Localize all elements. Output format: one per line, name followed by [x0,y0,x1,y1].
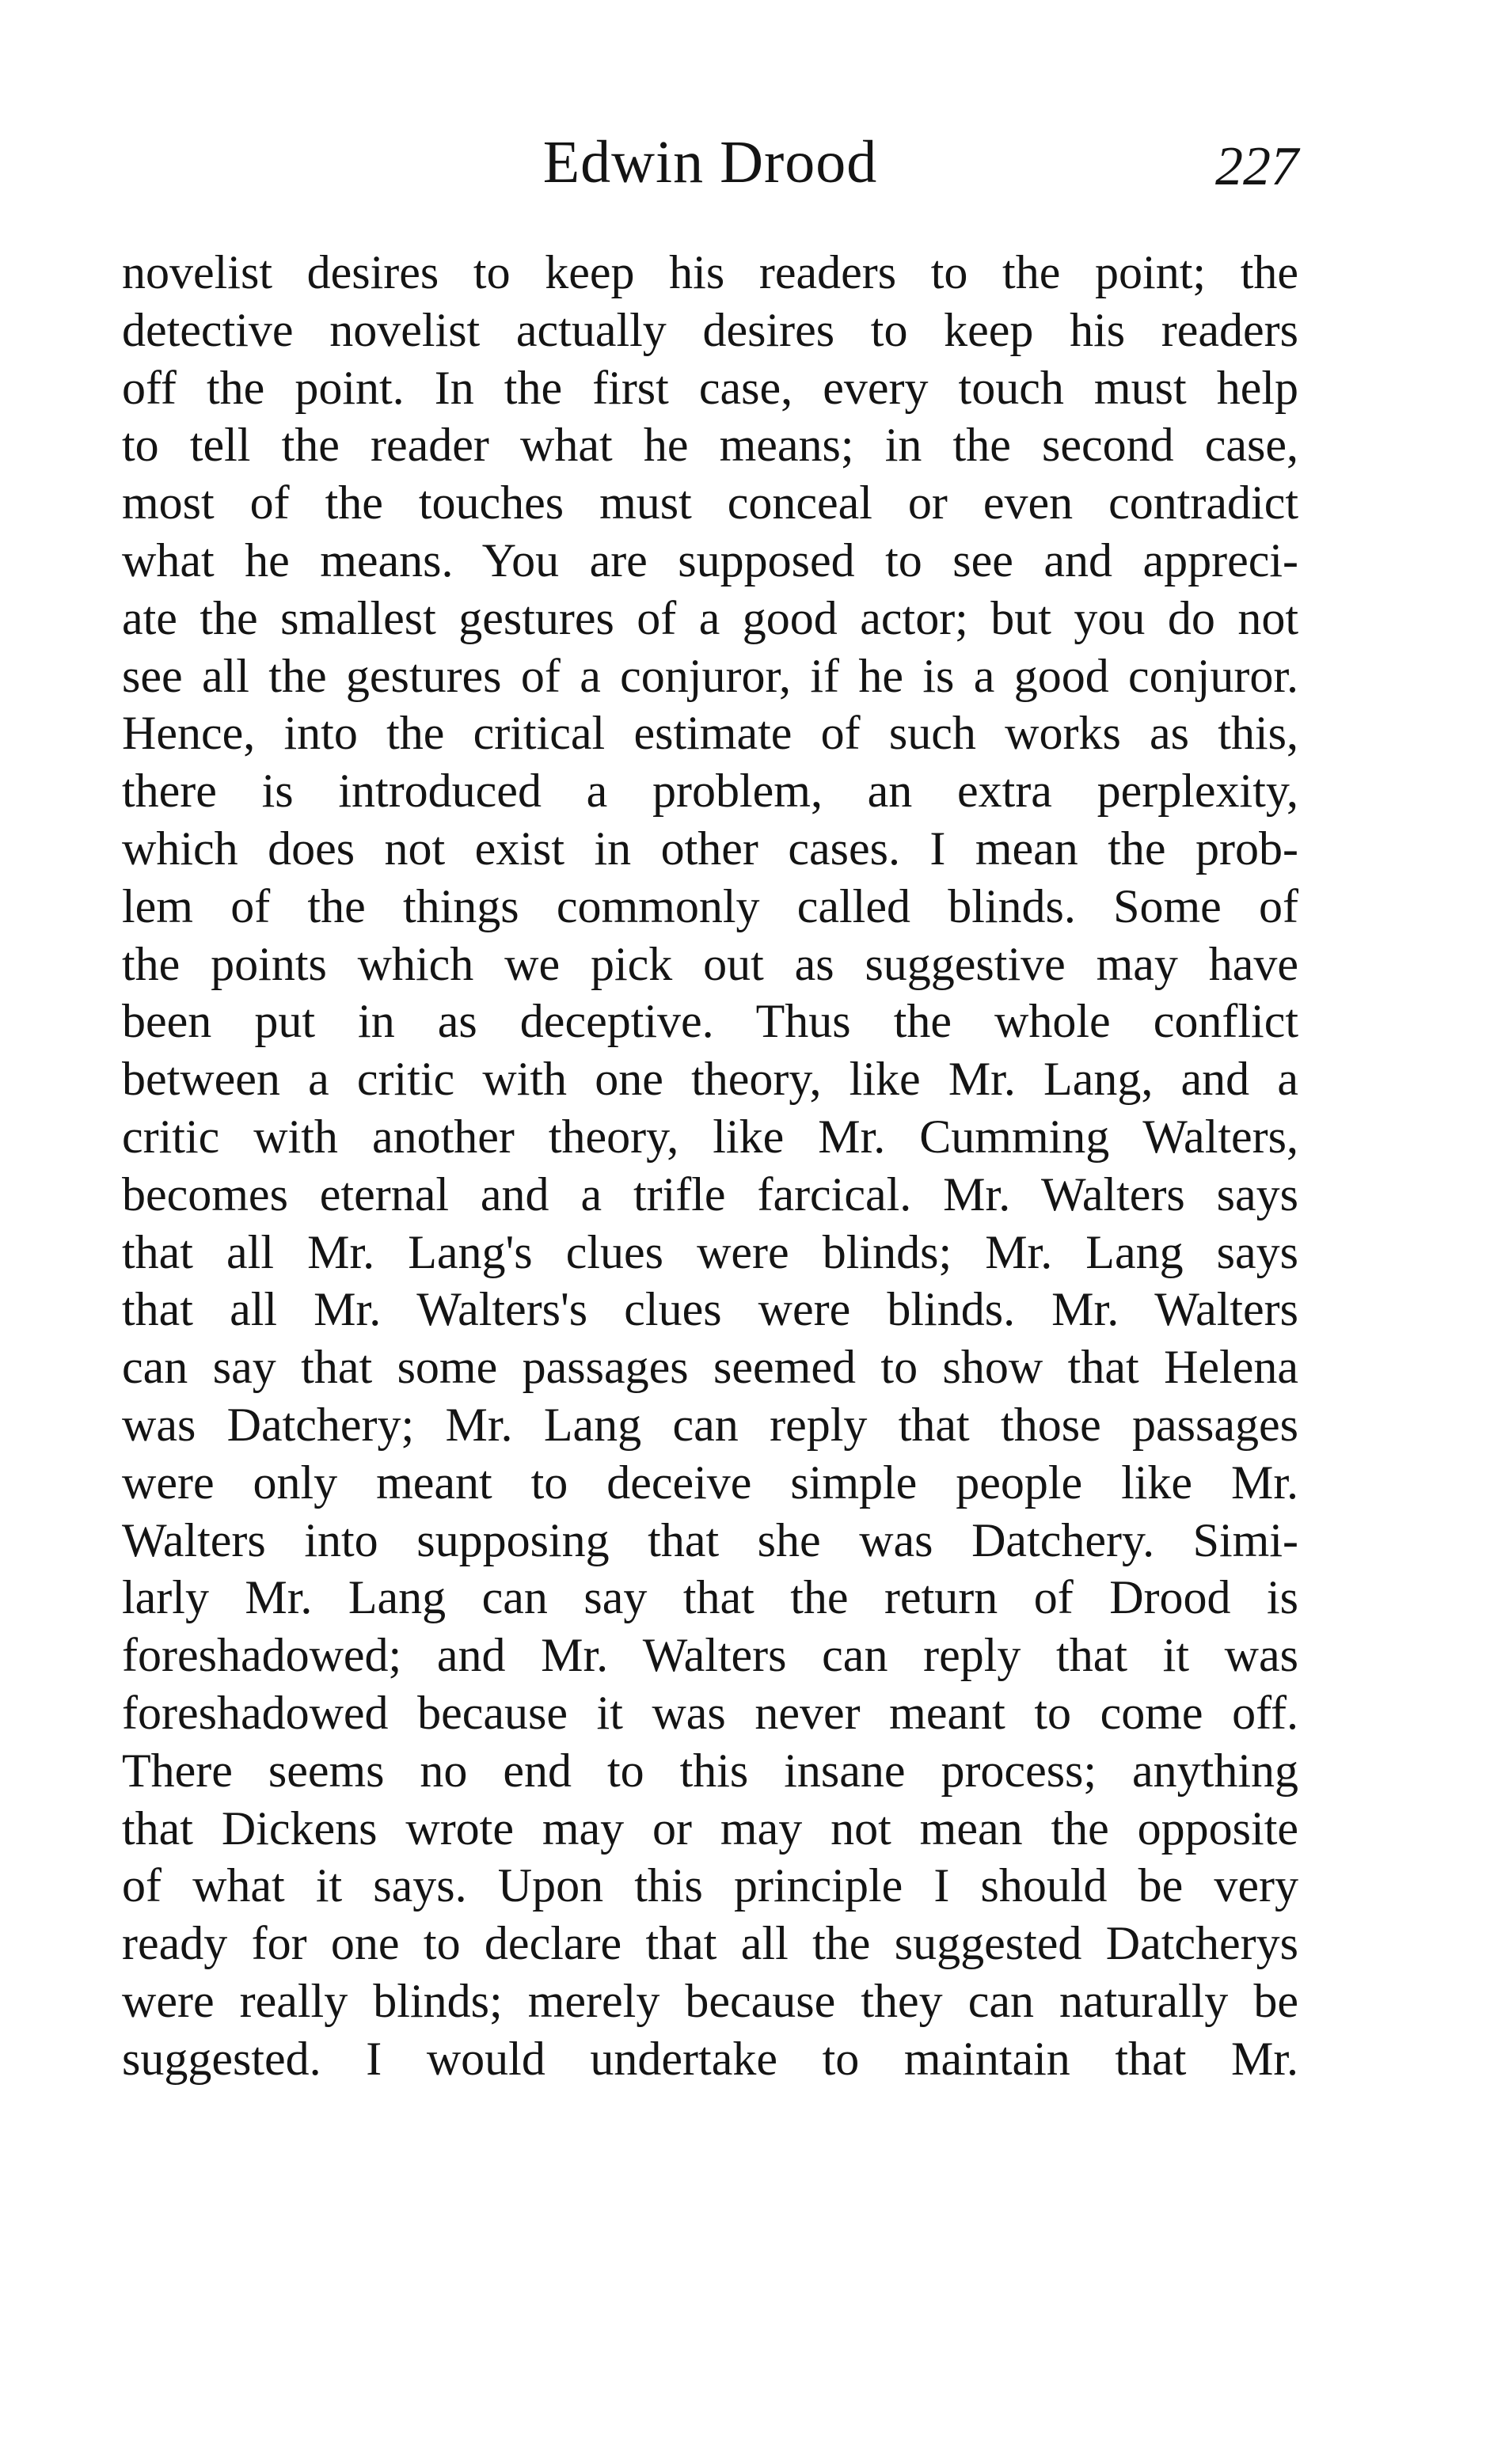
text-line: larly Mr. Lang can say that the return of Drood is [122,1571,1298,1624]
text-line: been put in as deceptive. Thus the whole conflict [122,995,1298,1048]
text-line: foreshadowed; and Mr. Walters can reply that it was [122,1629,1298,1682]
text-line: of what it says. Upon this principle I should be very [122,1859,1298,1912]
text-line: that all Mr. Lang's clues were blinds; Mr. Lang says [122,1225,1298,1278]
text-line: the points which we pick out as suggestive may have [122,937,1298,990]
text-line: Walters into supposing that she was Datchery. Simi- [122,1513,1298,1566]
running-head-title: Edwin Drood [542,129,878,196]
text-line: lem of the things commonly called blinds. Some of [122,879,1298,932]
text-line: becomes eternal and a trifle farcical. Mr. Walters says [122,1167,1298,1221]
text-line: were really blinds; merely because they can naturally be [122,1974,1298,2027]
text-line: There seems no end to this insane process; anything [122,1744,1298,1797]
text-line: to tell the reader what he means; in the second case, [122,419,1298,472]
text-line: ate the smallest gestures of a good actor; but you do not [122,591,1298,644]
text-line: novelist desires to keep his readers to the point; the [122,246,1298,298]
page-number: 227 [1215,136,1298,197]
text-line: were only meant to deceive simple people like Mr. [122,1456,1298,1509]
text-line: ready for one to declare that all the suggested Datcherys [122,1917,1298,1970]
text-line: critic with another theory, like Mr. Cumming Walters, [122,1110,1298,1163]
text-line: was Datchery; Mr. Lang can reply that those passages [122,1398,1298,1451]
running-head [122,127,1298,198]
text-line: suggested. I would undertake to maintain that Mr. [122,2032,1298,2085]
body-text [122,244,1298,2088]
text-line: that Dickens wrote may or may not mean the opposite [122,1801,1298,1855]
text-line: Hence, into the critical estimate of such works as this, [122,707,1298,760]
text-line: which does not exist in other cases. I mean the prob- [122,822,1298,875]
text-line: what he means. You are supposed to see and appreci- [122,533,1298,587]
text-line: most of the touches must conceal or even contradict [122,476,1298,530]
text-line: see all the gestures of a conjuror, if he is a good conjuror. [122,649,1298,702]
text-line: can say that some passages seemed to show that Helena [122,1341,1298,1394]
text-line: foreshadowed because it was never meant to come off. [122,1686,1298,1739]
text-line: off the point. In the first case, every touch must help [122,361,1298,414]
text-line: there is introduced a problem, an extra perplexity, [122,765,1298,818]
text-line: between a critic with one theory, like Mr. Lang, and a [122,1053,1298,1106]
text-line: that all Mr. Walters's clues were blinds. Mr. Walters [122,1283,1298,1336]
text-line: detective novelist actually desires to keep his readers [122,303,1298,356]
